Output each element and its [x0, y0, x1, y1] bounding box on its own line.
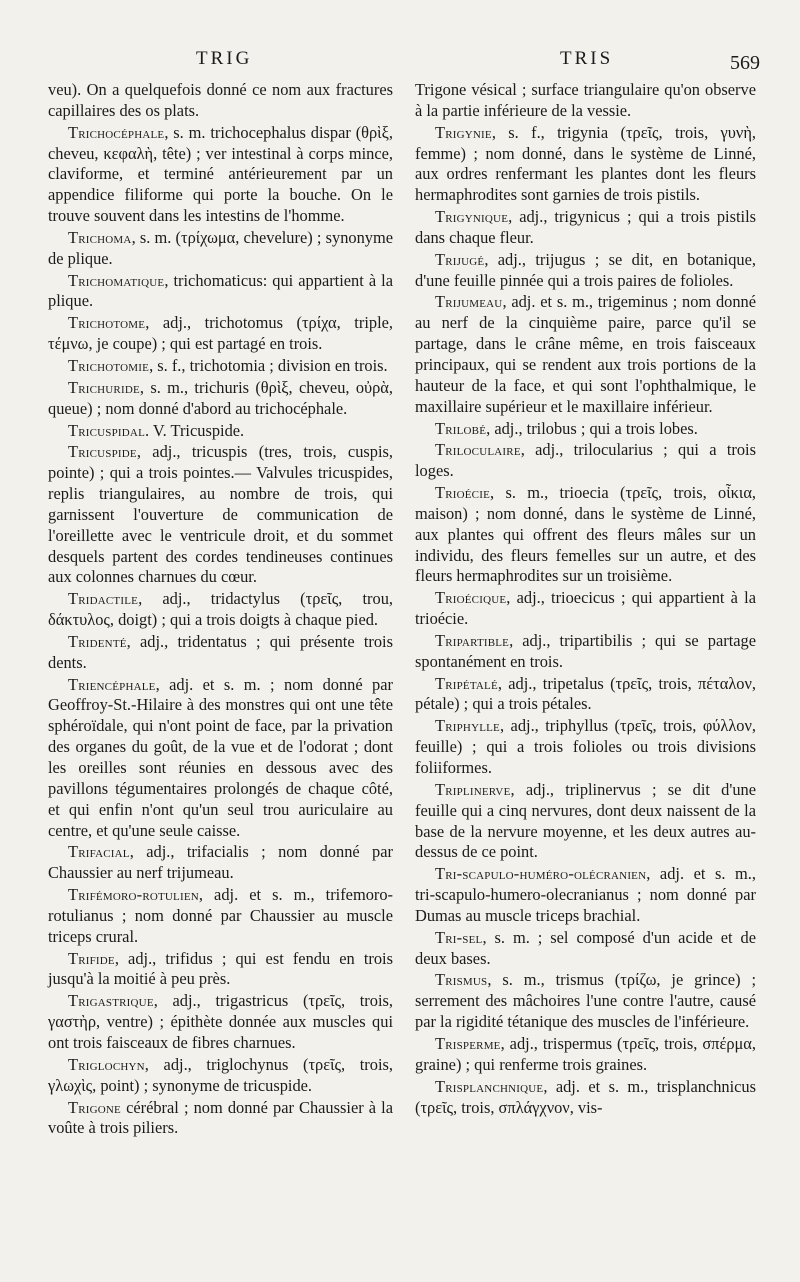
entry	[48, 80, 393, 122]
entry-text: , adj., triplinervus ; se dit d'une feuille qui a cinq nervures, dont deux naissent de la base de la nervure moyenne, et les deux autres au-dessus de ce point.	[415, 779, 756, 862]
entry	[48, 842, 393, 884]
entry-text: , adj., triglochynus (τρεῖς, trois, γλωχὶς, point) ; synonyme de tricuspide.	[48, 1054, 393, 1095]
entry	[48, 991, 393, 1054]
entry	[415, 1034, 756, 1076]
entry	[415, 588, 756, 630]
entry-headword: Tridenté	[68, 631, 127, 651]
entry	[48, 675, 393, 842]
entry-text: , adj., trichotomus (τρίχα, triple, τέμνω, je coupe) ; qui est partagé en trois.	[48, 313, 393, 354]
entry-headword: Triglochyn	[68, 1054, 145, 1074]
entry	[48, 228, 393, 270]
entry-text: , s. m. ; sel composé d'un acide et de deux bases.	[415, 927, 756, 968]
entry	[48, 442, 393, 588]
entry-text: veu). On a quelquefois donné ce nom aux fractures capillaires des os plats.	[48, 80, 393, 120]
entry-headword: Trigynie	[435, 122, 492, 142]
entry-headword: Trigone	[68, 1097, 121, 1117]
entry-text: , adj., trigynicus ; qui a trois pistils dans chaque fleur.	[415, 207, 756, 247]
entry	[415, 207, 756, 249]
entry	[415, 419, 756, 440]
entry	[48, 589, 393, 631]
entry	[48, 421, 393, 442]
entry	[415, 631, 756, 673]
entry	[415, 674, 756, 716]
entry	[48, 1098, 393, 1140]
entry-text: , adj., trigastricus (τρεῖς, trois, γαστὴρ, ventre) ; épithète donnée aux muscles qui ont trois faisceaux de fibres charnues.	[48, 991, 393, 1052]
entry-headword: Trigastrique	[68, 991, 154, 1011]
entry-headword: Trismus	[435, 970, 488, 990]
entry-headword: Trioécie	[435, 483, 490, 503]
entry-headword: Trisperme	[435, 1033, 501, 1053]
entry	[415, 80, 756, 122]
entry	[48, 313, 393, 355]
entry-headword: Tricuspidal	[68, 420, 145, 440]
entry	[48, 949, 393, 991]
entry-headword: Trichuride	[68, 377, 140, 397]
entry-text: , adj. et s. m., trisplanchnicus (τρεῖς, trois, σπλάγχνον, vis-	[415, 1076, 756, 1117]
entry-text: . V. Tricuspide.	[145, 420, 245, 440]
entry-text: , adj. et s. m., tri-scapulo-humero-olecranianus ; nom donné par Dumas au muscle triceps brachial.	[415, 864, 756, 925]
entry	[415, 1077, 756, 1119]
entry	[48, 123, 393, 227]
entry-text: , adj., trifacialis ; nom donné par Chaussier au nerf trijumeau.	[48, 842, 393, 883]
entry-headword: Trioécique	[435, 588, 507, 608]
entry	[415, 716, 756, 779]
entry-headword: Triencéphale	[68, 674, 156, 694]
entry-headword: Tri-scapulo-huméro-olécranien	[435, 864, 647, 884]
entry	[415, 123, 756, 206]
entry-headword: Trichoma	[68, 227, 132, 247]
entry-text: , s. f., trichotomia ; division en trois.	[149, 355, 388, 375]
entry-headword: Trichotome	[68, 313, 146, 333]
right-column	[415, 80, 756, 1119]
entry	[415, 292, 756, 417]
entry-text: , adj. et s. m., trigeminus ; nom donné au nerf de la cinquième paire, parce qu'il se partage, dans le crâne même, en trois faisceaux principaux, qui se rendent aux trois portions de la hauteur de la face, et qui sont l'ophthalmique, le maxillaire supérieur et le maxillaire inférieur.	[415, 292, 756, 416]
entry	[48, 356, 393, 377]
entry-text: , s. f., trigynia (τρεῖς, trois, γυνὴ, femme) ; nom donné, dans le système de Linné, aux ordres renfermant les plantes dont les fleurs hermaphrodites sont garnies de trois pistils.	[415, 122, 756, 205]
header-left-word: TRIG	[196, 48, 253, 69]
entry	[48, 1055, 393, 1097]
entry-text: , adj., trispermus (τρεῖς, trois, σπέρμα, graine) ; qui renferme trois graines.	[415, 1033, 756, 1074]
entry-text: , adj., tridactylus (τρεῖς, trou, δάκτυλος, doigt) ; qui a trois doigts à chaque pied.	[48, 589, 393, 630]
entry-text: , adj., tricuspis (tres, trois, cuspis, pointe) ; qui a trois pointes.— Valvules tricuspides, replis triangulaires, au nombre de trois, qui garnissent l'ouverture de communication de l'oreillette avec le ventricule droit, et du sommet desquels partent des cordes tendineuses continues aux colonnes charnues du cœur.	[48, 442, 393, 587]
entry-headword: Trichotomie	[68, 355, 150, 375]
entry	[48, 632, 393, 674]
entry-headword: Trifide	[68, 948, 115, 968]
entry-text: , adj. et s. m., trifemoro-rotulianus ; nom donné par Chaussier au muscle triceps crural.	[48, 885, 393, 946]
entry-text: , adj., trioecicus ; qui appartient à la trioécie.	[415, 588, 756, 629]
entry-headword: Trichocéphale	[68, 122, 165, 142]
entry	[48, 885, 393, 948]
entry-text: , s. m., trichuris (θρὶξ, cheveu, οὐρὰ, queue) ; nom donné d'abord au trichocéphale.	[48, 377, 393, 418]
entry-headword: Trijugé	[435, 249, 485, 269]
entry-text: Trigone vésical ; surface triangulaire qu'on observe à la partie inférieure de la vessie.	[415, 80, 756, 120]
page-number: 569	[730, 52, 760, 74]
entry	[415, 250, 756, 292]
entry-headword: Tripétalé	[435, 673, 498, 693]
entry	[415, 864, 756, 927]
entry-headword: Trigynique	[435, 207, 509, 227]
entry	[415, 780, 756, 863]
entry-text: , trichomaticus: qui appartient à la plique.	[48, 270, 393, 311]
entry-text: , adj., trilobus ; qui a trois lobes.	[486, 418, 698, 438]
entry-text: , s. m. trichocephalus dispar (θρὶξ, cheveu, κεφαλὴ, tête) ; ver intestinal à corps mince, claviforme, et terminé antérieurement par un appendice filiforme qui porte la bouche. On le trouve souvent dans les intestins de l'homme.	[48, 122, 393, 226]
entry	[48, 378, 393, 420]
entry-headword: Trifacial	[68, 842, 130, 862]
entry-headword: Tri-sel	[435, 927, 483, 947]
header-right-word: TRIS	[560, 48, 614, 69]
entry-headword: Tridactile	[68, 589, 139, 609]
entry-text: , adj., tripetalus (τρεῖς, trois, πέταλον, pétale) ; qui a trois pétales.	[415, 673, 756, 714]
entry-text: , adj., triphyllus (τρεῖς, trois, φύλλον, feuille) ; qui a trois folioles ou trois divisions foliiformes.	[415, 716, 756, 777]
entry	[415, 928, 756, 970]
entry-text: , s. m., trioecia (τρεῖς, trois, οἶκια, maison) ; nom donné, dans le système de Linné, aux plantes qui offrent des fleurs mâles sur un individu, des fleurs femelles sur un autre, et des fleurs hermaphrodites sur un troisième.	[415, 483, 756, 586]
running-header	[0, 44, 800, 76]
entry	[415, 440, 756, 482]
entry	[48, 271, 393, 313]
entry-text: , s. m., trismus (τρίζω, je grince) ; serrement des mâchoires l'une contre l'autre, causé par la rigidité tétanique des muscles de l'inférieure.	[415, 970, 756, 1032]
entry-headword: Triplinerve	[435, 779, 511, 799]
entry-headword: Tripartible	[435, 630, 510, 650]
entry-text: , s. m. (τρίχωμα, chevelure) ; synonyme de plique.	[48, 227, 393, 268]
entry-text: cérébral ; nom donné par Chaussier à la voûte à trois piliers.	[48, 1097, 393, 1138]
entry-text: , adj., trifidus ; qui est fendu en trois jusqu'à la moitié à peu près.	[48, 948, 393, 989]
entry	[415, 970, 756, 1033]
entry-headword: Tricuspide	[68, 442, 137, 462]
entry-headword: Trijumeau	[435, 292, 503, 312]
left-column	[48, 80, 393, 1140]
entry-headword: Trichomatique	[68, 270, 165, 290]
entry-text: , adj. et s. m. ; nom donné par Geoffroy-St.-Hilaire à des monstres qui ont une tête sphéroïdale, qui n'ont point de face, par la privation des organes du goût, de la vue et de l'odorat ; dont les oreilles sont réunies en dessous avec des pavillons tégumentaires prolongés de chaque côté, et qui enfin n'ont qu'un seul trou auriculaire au centre, et qu'une seule caisse.	[48, 674, 393, 840]
entry-headword: Trifémoro-rotulien	[68, 885, 199, 905]
entry-text: , adj., tridentatus ; qui présente trois dents.	[48, 631, 393, 672]
entry-headword: Trilobé	[435, 418, 487, 438]
entry-headword: Triphylle	[435, 716, 500, 736]
entry	[415, 483, 756, 587]
entry-text: , adj., tripartibilis ; qui se partage spontanément en trois.	[415, 630, 756, 671]
entry-headword: Triloculaire	[435, 440, 521, 460]
entry-text: , adj., trilocularius ; qui a trois loges.	[415, 440, 756, 481]
entry-headword: Trisplanchnique	[435, 1076, 544, 1096]
entry-text: , adj., trijugus ; se dit, en botanique, d'une feuille pinnée qui a trois paires de folioles.	[415, 249, 756, 290]
